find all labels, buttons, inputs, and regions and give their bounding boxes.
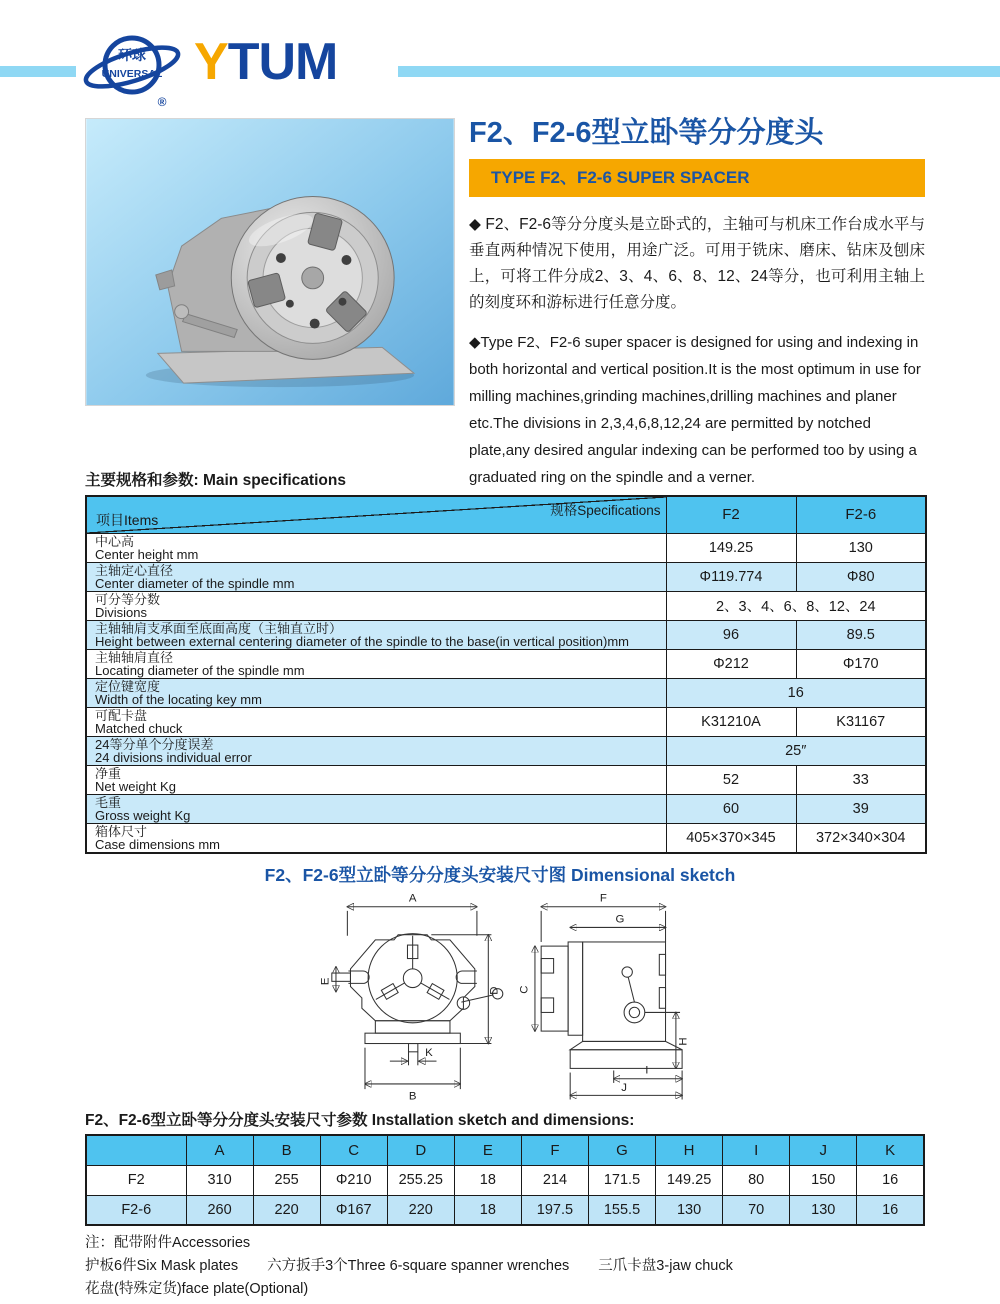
dim-label-b: B: [408, 1090, 417, 1103]
spec-item-cn: 箱体尺寸: [95, 823, 148, 839]
install-value: 214: [521, 1165, 588, 1195]
install-value: 171.5: [588, 1165, 655, 1195]
spec-item-cell: [86, 591, 666, 620]
wordmark-letter-y: Y: [194, 33, 228, 91]
spec-value-f2: Φ212: [666, 649, 796, 678]
spec-corner-items: 项目Items: [96, 511, 159, 528]
spec-value-f2-6: 372×340×304: [796, 823, 926, 853]
spec-row: [86, 591, 926, 620]
dimensional-sketch-heading: F2、F2-6型立卧等分分度头安装尺寸图 Dimensional sketch: [264, 865, 736, 885]
spec-col-header-f2: F2: [666, 496, 796, 533]
install-col-header: C: [320, 1135, 387, 1165]
spec-item-en: 24 divisions individual error: [95, 749, 252, 765]
spec-item-cell: [86, 649, 666, 678]
install-value: 70: [723, 1195, 790, 1225]
spec-value-f2: K31210A: [666, 707, 796, 736]
spec-item-cell: [86, 620, 666, 649]
spec-item-en: Center diameter of the spindle mm: [95, 575, 295, 591]
install-value: 220: [387, 1195, 454, 1225]
spec-item-cn: 定位键宽度: [95, 678, 161, 694]
spec-item-en: Case dimensions mm: [95, 836, 220, 852]
spec-item-en: Locating diameter of the spindle mm: [95, 662, 305, 678]
spec-item-en: Height between external centering diameter of the spindle to the base(in vertical position)mm: [95, 633, 630, 649]
install-value: Φ210: [320, 1165, 387, 1195]
dim-label-e: E: [319, 977, 332, 986]
install-value: 220: [253, 1195, 320, 1225]
install-value: 130: [656, 1195, 723, 1225]
install-value: 18: [454, 1165, 521, 1195]
brand-en-text: UNIVERSAL: [101, 68, 163, 80]
spec-item-cell: [86, 707, 666, 736]
spec-value-f2: 149.25: [666, 533, 796, 562]
front-view: [320, 893, 503, 1103]
install-col-header: B: [253, 1135, 320, 1165]
install-model: F2-6: [86, 1195, 186, 1225]
brand-cn-text: 环球: [118, 47, 146, 63]
main-spec-table: [85, 495, 927, 854]
install-value: 197.5: [521, 1195, 588, 1225]
spec-value-merged: 2、3、4、6、8、12、24: [666, 591, 926, 620]
spec-value-f2: 52: [666, 765, 796, 794]
ytum-wordmark: [194, 33, 338, 91]
wordmark-letters-tum: TUM: [227, 33, 338, 91]
spec-value-f2: 405×370×345: [666, 823, 796, 853]
dim-label-j: J: [621, 1082, 627, 1095]
spec-value-f2-6: 39: [796, 794, 926, 823]
spec-row: [86, 794, 926, 823]
registered-mark: ®: [157, 95, 167, 109]
install-value: 18: [454, 1195, 521, 1225]
install-value: 255.25: [387, 1165, 454, 1195]
intro-paragraph-cn: ◆ F2、F2-6等分分度头是立卧式的，主轴可与机床工作台成水平与垂直两种情况下使用，用途广泛。可用于铣床、磨床、钻床及刨床上，可将工件分成2、3、4、6、8、12、24等分，也可利用主轴上的刻度环和游标进行任意分度。: [469, 215, 925, 311]
spec-item-en: Gross weight Kg: [95, 807, 191, 823]
install-value: 16: [857, 1165, 924, 1195]
spec-row: [86, 707, 926, 736]
install-col-header: J: [790, 1135, 857, 1165]
dim-label-a: A: [408, 892, 417, 905]
install-col-header: F: [521, 1135, 588, 1165]
install-row: [86, 1165, 924, 1195]
spec-value-f2-6: 130: [796, 533, 926, 562]
dim-label-h: H: [677, 1037, 690, 1046]
spec-value-f2-6: Φ170: [796, 649, 926, 678]
dim-label-f: F: [599, 892, 607, 905]
install-value: Φ167: [320, 1195, 387, 1225]
dim-label-c: C: [518, 985, 531, 994]
install-col-header: A: [186, 1135, 253, 1165]
install-col-header: D: [387, 1135, 454, 1165]
header-rule-right: [398, 66, 1000, 77]
install-col-header: [86, 1135, 186, 1165]
page-title: F2、F2-6型立卧等分分度头: [469, 117, 824, 149]
intro-paragraph-en: ◆Type F2、F2-6 super spacer is designed for using and indexing in both horizontal and vertical position.It is the most optimum in use for milling machines,grinding machines,drilling machines and planer etc.The divisions in 2,3,4,6,8,12,24 are permitted by notched plate,any desired angular indexing can be performed too by using a graduated ring on the spindle and a verner.: [469, 333, 921, 486]
spec-item-cn: 24等分单个分度误差: [95, 736, 214, 752]
spec-item-cn: 主轴定心直径: [95, 562, 174, 578]
spec-item-cell: [86, 736, 666, 765]
side-view: [519, 893, 690, 1100]
spec-value-merged: 16: [666, 678, 926, 707]
install-col-header: K: [857, 1135, 924, 1165]
notes-line-2: 护板6件Six Mask plates 六方扳手3个Three 6-square spanner wrenches 三爪卡盘3-jaw chuck: [85, 1258, 733, 1274]
install-value: 130: [790, 1195, 857, 1225]
product-photo: [85, 118, 455, 406]
spec-row: [86, 765, 926, 794]
spec-item-cn: 可分等分数: [95, 591, 161, 607]
dim-label-g: G: [615, 913, 625, 926]
spec-item-cn: 主轴轴肩支承面至底面高度（主轴直立时）: [95, 620, 343, 636]
spec-value-f2: 96: [666, 620, 796, 649]
notes: [85, 1232, 733, 1301]
spec-row: [86, 678, 926, 707]
spec-row: [86, 649, 926, 678]
install-value: 80: [723, 1165, 790, 1195]
spec-value-f2: 60: [666, 794, 796, 823]
header-rule-left: [0, 66, 76, 77]
spec-item-cn: 毛重: [95, 794, 122, 810]
type-banner: TYPE F2、F2-6 SUPER SPACER: [469, 159, 925, 197]
dim-label-d: D: [488, 986, 501, 995]
spec-row: [86, 823, 926, 853]
spec-value-f2-6: Φ80: [796, 562, 926, 591]
install-value: 260: [186, 1195, 253, 1225]
spec-item-cell: [86, 562, 666, 591]
install-value: 150: [790, 1165, 857, 1195]
install-col-header: G: [588, 1135, 655, 1165]
spec-item-cn: 净重: [95, 765, 122, 781]
spec-corner-cell: [86, 496, 666, 533]
product-section: [85, 118, 925, 491]
spec-item-en: Center height mm: [95, 546, 199, 562]
spec-item-cell: [86, 533, 666, 562]
spec-row: [86, 736, 926, 765]
spec-value-f2-6: K31167: [796, 707, 926, 736]
universal-globe-logo: [82, 30, 186, 110]
install-value: 149.25: [656, 1165, 723, 1195]
notes-line-3: 花盘(特殊定货)face plate(Optional): [85, 1281, 309, 1297]
spec-item-cn: 可配卡盘: [95, 707, 148, 723]
spec-value-merged: 25″: [666, 736, 926, 765]
install-col-header: I: [723, 1135, 790, 1165]
product-info: [469, 118, 925, 491]
spec-item-en: Divisions: [95, 604, 148, 620]
install-value: 16: [857, 1195, 924, 1225]
install-heading: F2、F2-6型立卧等分分度头安装尺寸参数 Installation sketch and dimensions:: [85, 1112, 635, 1129]
install-value: 255: [253, 1165, 320, 1195]
spec-item-cell: [86, 823, 666, 853]
spec-item-cn: 主轴轴肩直径: [95, 649, 174, 665]
install-col-header: E: [454, 1135, 521, 1165]
dimensional-sketch: [318, 886, 698, 1114]
spec-item-cn: 中心高: [95, 533, 135, 549]
spec-item-en: Width of the locating key mm: [95, 691, 262, 707]
install-row: [86, 1195, 924, 1225]
install-col-header: H: [656, 1135, 723, 1165]
install-table: [85, 1134, 925, 1226]
spec-item-en: Matched chuck: [95, 720, 183, 736]
specs-heading: 主要规格和参数: Main specifications: [85, 472, 346, 489]
install-model: F2: [86, 1165, 186, 1195]
spec-value-f2-6: 33: [796, 765, 926, 794]
spec-row: [86, 562, 926, 591]
install-value: 155.5: [588, 1195, 655, 1225]
spec-value-f2-6: 89.5: [796, 620, 926, 649]
dim-label-k: K: [425, 1046, 433, 1059]
spec-item-cell: [86, 678, 666, 707]
install-header-row: [86, 1135, 924, 1165]
spec-row: [86, 533, 926, 562]
notes-line-1: 注：配带附件Accessories: [85, 1235, 251, 1251]
spec-item-cell: [86, 765, 666, 794]
spec-header-row: [86, 496, 926, 533]
install-value: 310: [186, 1165, 253, 1195]
spec-item-en: Net weight Kg: [95, 778, 176, 794]
spec-corner-specifications: 规格Specifications: [550, 503, 661, 518]
spec-row: [86, 620, 926, 649]
spec-col-header-f2-6: F2-6: [796, 496, 926, 533]
dim-label-i: I: [645, 1064, 649, 1077]
spec-item-cell: [86, 794, 666, 823]
spec-value-f2: Φ119.774: [666, 562, 796, 591]
